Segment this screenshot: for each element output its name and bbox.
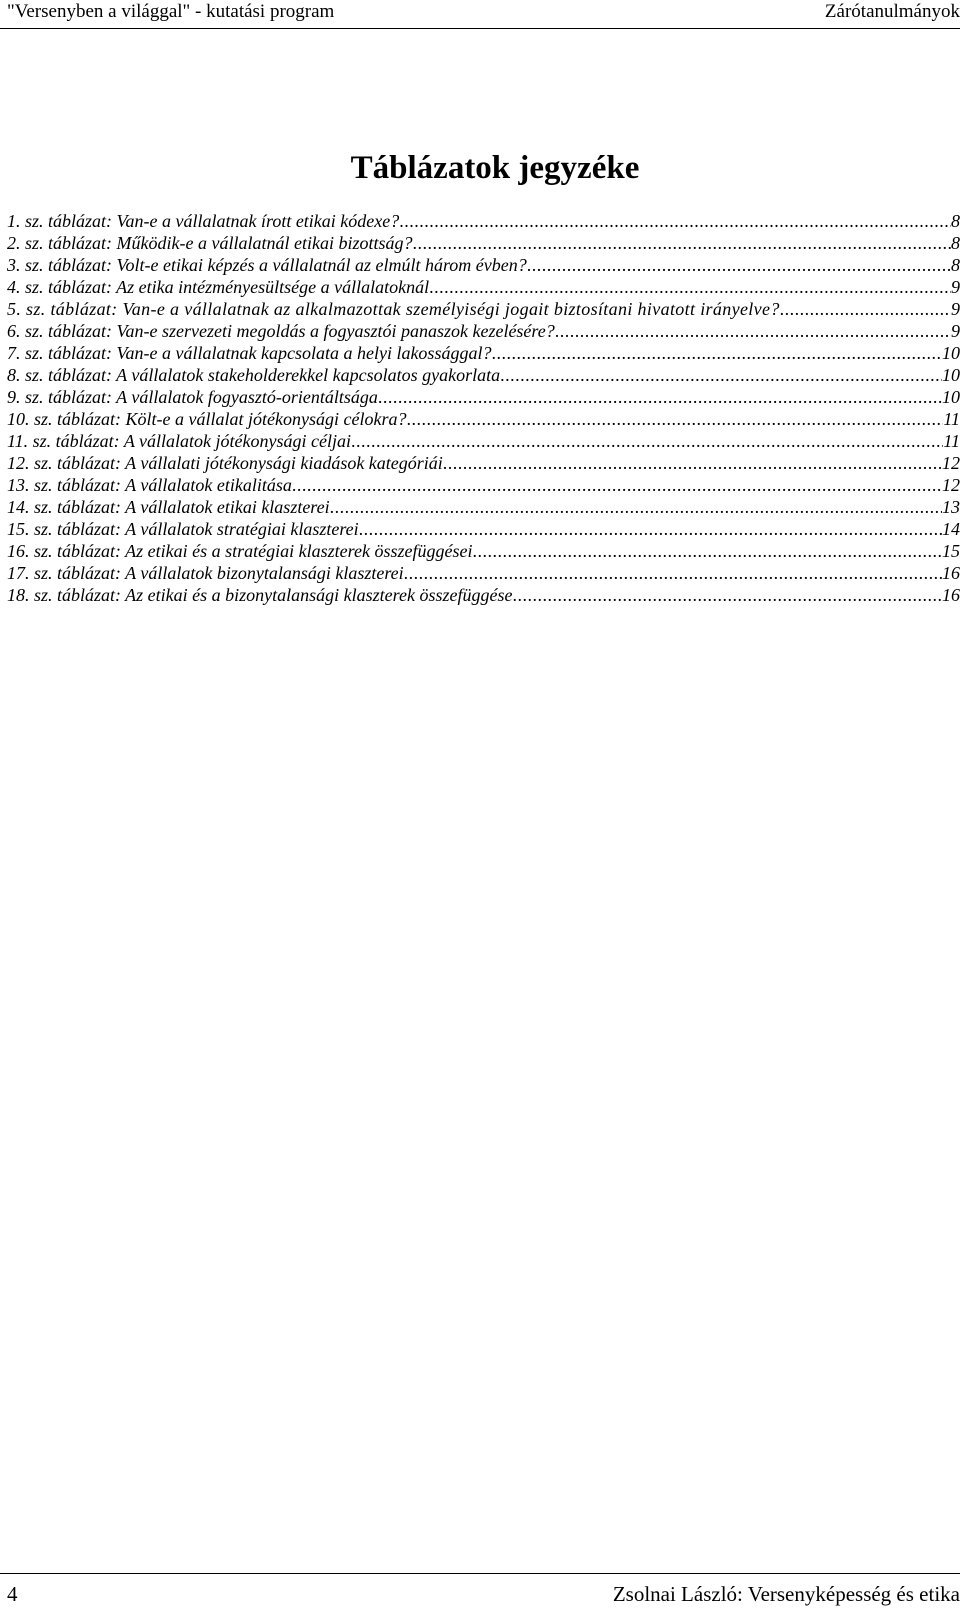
toc-entry-page: 16 (942, 585, 960, 605)
footer-divider (0, 1573, 960, 1574)
toc-entry-text: 13. sz. táblázat: A vállalatok etikalitása (7, 475, 292, 495)
toc-entry-text: 12. sz. táblázat: A vállalati jótékonysági kiadások kategóriái (7, 453, 443, 473)
toc-entry-text: 15. sz. táblázat: A vállalatok stratégiai klaszterei (7, 519, 359, 539)
toc-entry[interactable] (7, 386, 960, 408)
toc-entry[interactable] (7, 364, 960, 386)
toc-entry[interactable] (7, 584, 960, 606)
toc-entry-text: 14. sz. táblázat: A vállalatok etikai klaszterei (7, 497, 330, 517)
dot-leader (406, 408, 943, 430)
dot-leader (500, 364, 942, 386)
toc-entry[interactable] (7, 496, 960, 518)
dot-leader (359, 518, 942, 540)
toc-entry-page: 10 (942, 343, 960, 363)
toc-entry-page: 16 (942, 563, 960, 583)
toc-entry[interactable] (7, 430, 960, 452)
toc-entry-text: 1. sz. táblázat: Van-e a vállalatnak írott etikai kódexe? (7, 211, 400, 231)
header-divider (0, 28, 960, 29)
toc-entry-text: 17. sz. táblázat: A vállalatok bizonytalansági klaszterei (7, 563, 404, 583)
header-section-title: Zárótanulmányok (824, 1, 960, 22)
toc-entry[interactable] (7, 210, 960, 232)
toc-entry-text: 5. sz. táblázat: Van-e a vállalatnak az alkalmazottak személyiségi jogait biztosítani hivatott irányelve? (7, 299, 780, 319)
dot-leader (512, 584, 942, 606)
toc-entry-text: 16. sz. táblázat: Az etikai és a stratégiai klaszterek összefüggései (7, 541, 473, 561)
running-header (7, 0, 960, 26)
toc-entry-text: 10. sz. táblázat: Költ-e a vállalat jótékonysági célokra? (7, 409, 407, 429)
dot-leader (527, 254, 951, 276)
page-number: 4 (7, 1582, 18, 1606)
toc-entry-text: 3. sz. táblázat: Volt-e etikai képzés a vállalatnál az elmúlt három évben? (7, 255, 527, 275)
toc-entry-text: 7. sz. táblázat: Van-e a vállalatnak kapcsolata a helyi lakossággal? (7, 343, 492, 363)
dot-leader (780, 298, 951, 320)
dot-leader (399, 210, 951, 232)
toc-entry[interactable] (7, 518, 960, 540)
header-program-title: "Versenyben a világgal" - kutatási program (7, 1, 335, 22)
toc-entry[interactable] (7, 276, 960, 298)
table-of-tables (7, 210, 960, 606)
toc-entry-page: 10 (942, 387, 960, 407)
dot-leader (351, 430, 943, 452)
toc-entry-text: 8. sz. táblázat: A vállalatok stakeholderekkel kapcsolatos gyakorlata (7, 365, 501, 385)
toc-entry-page: 8 (951, 233, 960, 253)
toc-entry-page: 11 (943, 431, 960, 451)
toc-entry-text: 4. sz. táblázat: Az etika intézményesültsége a vállalatoknál (7, 277, 430, 297)
toc-entry-page: 12 (942, 475, 960, 495)
toc-entry-text: 6. sz. táblázat: Van-e szervezeti megoldás a fogyasztói panaszok kezelésére? (7, 321, 555, 341)
toc-entry-page: 9 (951, 321, 960, 341)
toc-entry-page: 8 (951, 211, 960, 231)
toc-entry-page: 9 (951, 277, 960, 297)
dot-leader (404, 562, 942, 584)
page-title: Táblázatok jegyzéke (350, 150, 640, 187)
dot-leader (443, 452, 942, 474)
dot-leader (429, 276, 951, 298)
dot-leader (292, 474, 942, 496)
dot-leader (472, 540, 942, 562)
toc-entry[interactable] (7, 562, 960, 584)
toc-entry[interactable] (7, 408, 960, 430)
toc-entry-text: 18. sz. táblázat: Az etikai és a bizonytalansági klaszterek összefüggése (7, 585, 513, 605)
toc-entry[interactable] (7, 474, 960, 496)
dot-leader (412, 232, 951, 254)
toc-entry-page: 11 (943, 409, 960, 429)
toc-entry-text: 11. sz. táblázat: A vállalatok jótékonysági céljai (7, 431, 351, 451)
toc-entry[interactable] (7, 342, 960, 364)
dot-leader (330, 496, 942, 518)
toc-entry-page: 13 (942, 497, 960, 517)
toc-entry-page: 8 (951, 255, 960, 275)
toc-entry[interactable] (7, 232, 960, 254)
toc-entry-text: 9. sz. táblázat: A vállalatok fogyasztó-orientáltsága (7, 387, 378, 407)
toc-entry-page: 15 (942, 541, 960, 561)
toc-entry[interactable] (7, 254, 960, 276)
dot-leader (555, 320, 951, 342)
dot-leader (491, 342, 942, 364)
running-footer (7, 1580, 960, 1610)
toc-entry[interactable] (7, 452, 960, 474)
toc-entry[interactable] (7, 298, 960, 320)
toc-entry[interactable] (7, 320, 960, 342)
footer-author-title: Zsolnai László: Versenyképesség és etika (612, 1582, 960, 1606)
dot-leader (378, 386, 942, 408)
toc-entry[interactable] (7, 540, 960, 562)
toc-entry-text: 2. sz. táblázat: Működik-e a vállalatnál etikai bizottság? (7, 233, 413, 253)
toc-entry-page: 12 (942, 453, 960, 473)
toc-entry-page: 14 (942, 519, 960, 539)
toc-entry-page: 9 (951, 299, 960, 319)
toc-entry-page: 10 (942, 365, 960, 385)
